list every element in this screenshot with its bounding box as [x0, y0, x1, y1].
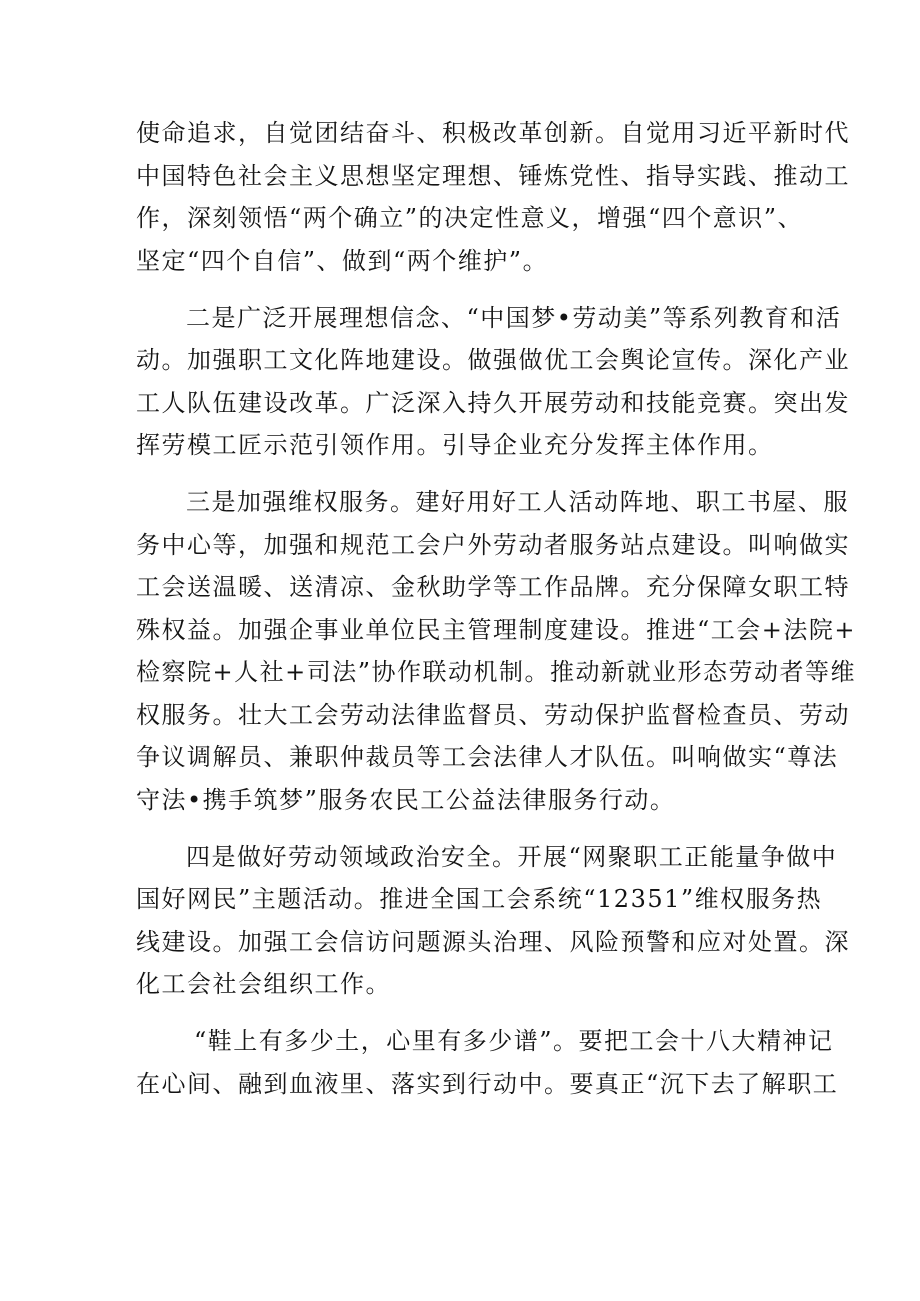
text-line: 守法•携手筑梦”服务农民工公益法律服务行动。: [136, 785, 676, 814]
text-line: 二是广泛开展理想信念、“中国梦•劳动美”等系列教育和活: [186, 303, 842, 332]
text-line: 三是加强维权服务。建好用好工人活动阵地、职工书屋、服: [186, 488, 849, 516]
text-line: 挥劳模工匠示范引领作用。引导企业充分发挥主体作用。: [136, 431, 774, 459]
text-line: 使命追求，自觉团结奋斗、积极改革创新。自觉用习近平新时代: [136, 119, 850, 147]
paragraph-point-two: [136, 297, 850, 467]
text-line: 殊权益。加强企事业单位民主管理制度建设。推进“工会+法院+: [136, 615, 856, 644]
text-line: “鞋上有多少土，心里有多少谱”。要把工会十八大精神记: [194, 1027, 834, 1055]
text-line: 争议调解员、兼职仲裁员等工会法律人才队伍。叫响做实“尊法: [136, 743, 839, 771]
text-line: 国好网民”主题活动。推进全国工会系统“12351”维权服务热: [136, 885, 823, 913]
paragraph-closing: [136, 1020, 839, 1105]
paragraph-point-three: [136, 481, 856, 821]
document-body: [136, 112, 856, 1120]
text-line: 线建设。加强工会信访问题源头治理、风险预警和应对处置。深: [136, 927, 850, 956]
text-line: 在心间、融到血液里、落实到行动中。要真正“沉下去了解职工: [136, 1069, 839, 1098]
paragraph-mission: [136, 112, 850, 282]
text-line: 坚定“四个自信”、做到“两个维护”。: [136, 246, 549, 275]
text-line: 权服务。壮大工会劳动法律监督员、劳动保护监督检查员、劳动: [136, 700, 850, 729]
paragraph-point-four: [136, 836, 850, 1006]
text-line: 四是做好劳动领域政治安全。开展“网聚职工正能量争做中: [186, 842, 838, 871]
text-line: 化工会社会组织工作。: [136, 970, 391, 998]
text-line: 中国特色社会主义思想坚定理想、锤炼党性、指导实践、推动工: [136, 161, 850, 190]
text-line: 检察院+人社+司法”协作联动机制。推动新就业形态劳动者等维: [136, 658, 856, 686]
text-line: 工人队伍建设改革。广泛深入持久开展劳动和技能竞赛。突出发: [136, 388, 850, 417]
text-line: 作，深刻领悟“两个确立”的决定性意义，增强“四个意识”、: [136, 204, 804, 232]
text-line: 务中心等，加强和规范工会户外劳动者服务站点建设。叫响做实: [136, 530, 850, 559]
text-line: 工会送温暖、送清凉、金秋助学等工作品牌。充分保障女职工特: [136, 573, 850, 601]
text-line: 动。加强职工文化阵地建设。做强做优工会舆论宣传。深化产业: [136, 346, 850, 374]
